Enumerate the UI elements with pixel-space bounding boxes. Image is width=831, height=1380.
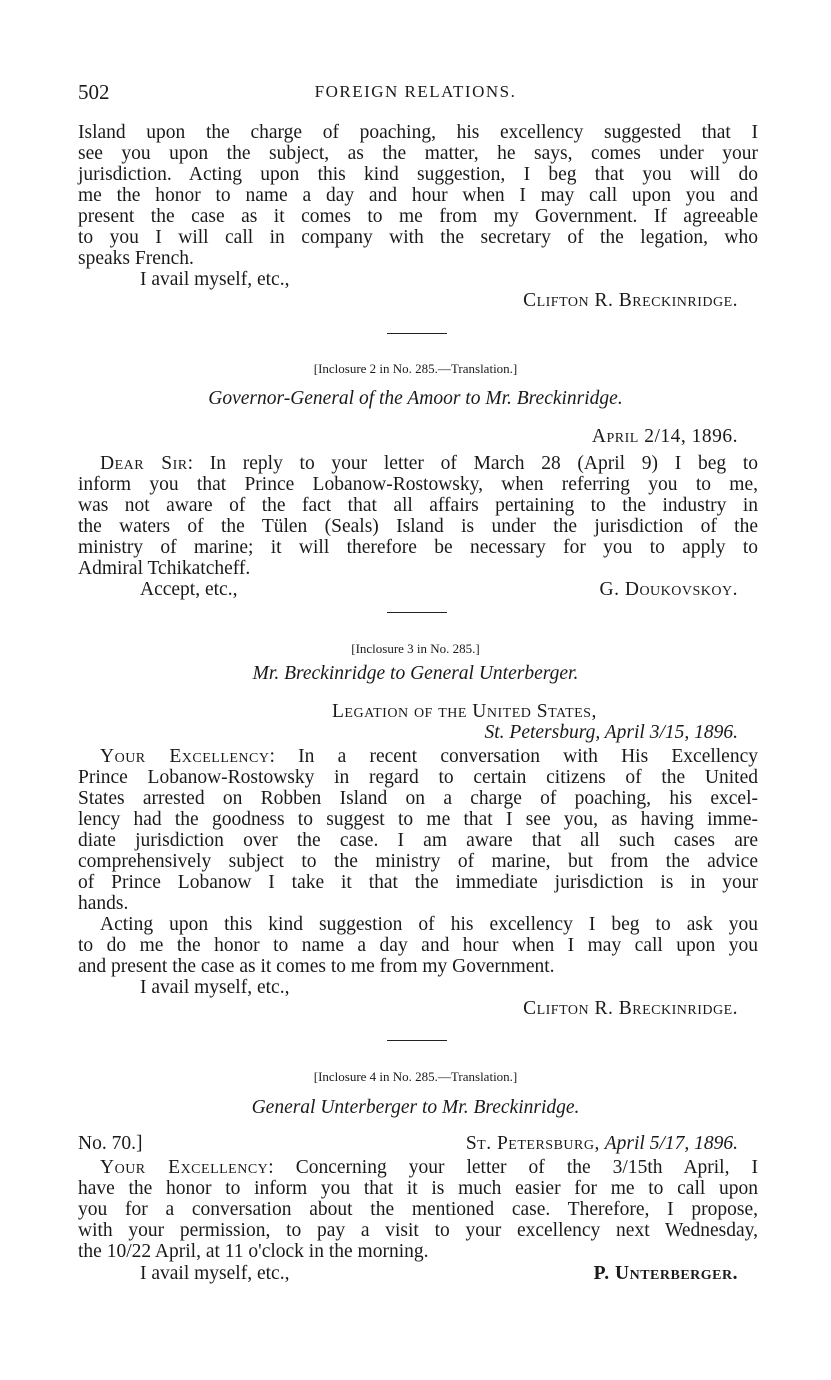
body-line: see you upon the subject, as the matter, he says, comes under your (78, 143, 758, 164)
section-rule (387, 612, 447, 613)
salutation: Your Excellency (100, 746, 270, 767)
body-line: Your Excellency: Concerning your letter of the 3/15th April, I (100, 1157, 758, 1178)
body-line: ministry of marine; it will therefore be necessary for you to apply to (78, 537, 758, 558)
closing: Accept, etc., (140, 579, 238, 600)
body-line: hands. (78, 893, 129, 914)
body-line: Prince Lobanow-Rostowsky in regard to certain citizens of the United (78, 767, 758, 788)
closing: I avail myself, etc., (140, 269, 290, 290)
section-rule (387, 333, 447, 334)
body-line: was not aware of the fact that all affairs pertaining to the industry in (78, 495, 758, 516)
body-line: the waters of the Tülen (Seals) Island is under the jurisdiction of the (78, 516, 758, 537)
body-line: to do me the honor to name a day and hour when I may call upon you (78, 935, 758, 956)
salutation: Dear Sir (100, 453, 188, 474)
body-line: of Prince Lobanow I take it that the immediate jurisdiction is in your (78, 872, 758, 893)
running-title: FOREIGN RELATIONS. (314, 82, 517, 101)
letter-place: St. Petersburg, (465, 1133, 600, 1154)
inclosure-label: [Inclosure 3 in No. 285.] (351, 641, 480, 656)
body-line: Admiral Tchikatcheff. (78, 558, 251, 579)
letter-place: Legation of the United States, (332, 701, 597, 722)
signature: Clifton R. Breckinridge. (523, 998, 738, 1019)
body-line: comprehensively subject to the ministry of marine, but from the advice (78, 851, 758, 872)
body-line: the 10/22 April, at 11 o'clock in the morning. (78, 1241, 429, 1262)
letter-date: April 2/14, 1896. (591, 426, 738, 447)
letter-title: General Unterberger to Mr. Breckinridge. (251, 1097, 580, 1118)
body-line: with your permission, to pay a visit to your excellency next Wednesday, (78, 1220, 758, 1241)
body-line: Island upon the charge of poaching, his excellency suggested that I (78, 122, 758, 143)
section-rule (387, 1040, 447, 1041)
body-line: present the case as it comes to me from my Government. If agreeable (78, 206, 758, 227)
inclosure-label: [Inclosure 4 in No. 285.—Translation.] (313, 1069, 518, 1084)
body-line: and present the case as it comes to me from my Government. (78, 956, 555, 977)
body-line: you for a conversation about the mentioned case. Therefore, I propose, (78, 1199, 758, 1220)
body-line: to you I will call in company with the secretary of the legation, who (78, 227, 758, 248)
salutation: Your Excellency (100, 1157, 269, 1178)
body-line: diate jurisdiction over the case. I am aware that all such cases are (78, 830, 758, 851)
letter-title: Governor-General of the Amoor to Mr. Breckinridge. (208, 388, 623, 409)
body-line: jurisdiction. Acting upon this kind suggestion, I beg that you will do (78, 164, 758, 185)
letter-title: Mr. Breckinridge to General Unterberger. (252, 663, 579, 684)
letter-date-line (380, 1133, 738, 1154)
body-line: me the honor to name a day and hour when I may call upon you and (78, 185, 758, 206)
body-line: Your Excellency: In a recent conversation with His Excellency (100, 746, 758, 767)
body-line: speaks French. (78, 248, 194, 269)
body-line: have the honor to inform you that it is much easier for me to call upon (78, 1178, 758, 1199)
letter-date: St. Petersburg, April 3/15, 1896. (484, 722, 738, 743)
closing: I avail myself, etc., (140, 977, 290, 998)
body-line: inform you that Prince Lobanow-Rostowsky, when referring you to me, (78, 474, 758, 495)
signature: Clifton R. Breckinridge. (523, 290, 738, 311)
page-number: 502 (78, 80, 110, 104)
letter-date: April 5/17, 1896. (604, 1133, 738, 1154)
body-line: Dear Sir: In reply to your letter of March 28 (April 9) I beg to (100, 453, 758, 474)
dispatch-number: No. 70.] (78, 1133, 143, 1154)
body-line: States arrested on Robben Island on a charge of poaching, his excel- (78, 788, 758, 809)
inclosure-label: [Inclosure 2 in No. 285.—Translation.] (313, 361, 518, 376)
signature: P. Unterberger. (593, 1263, 738, 1284)
closing: I avail myself, etc., (140, 1263, 290, 1284)
body-line: lency had the goodness to suggest to me that I see you, as having imme- (78, 809, 758, 830)
body-line: Acting upon this kind suggestion of his excellency I beg to ask you (100, 914, 758, 935)
signature: G. Doukovskoy. (599, 579, 738, 600)
